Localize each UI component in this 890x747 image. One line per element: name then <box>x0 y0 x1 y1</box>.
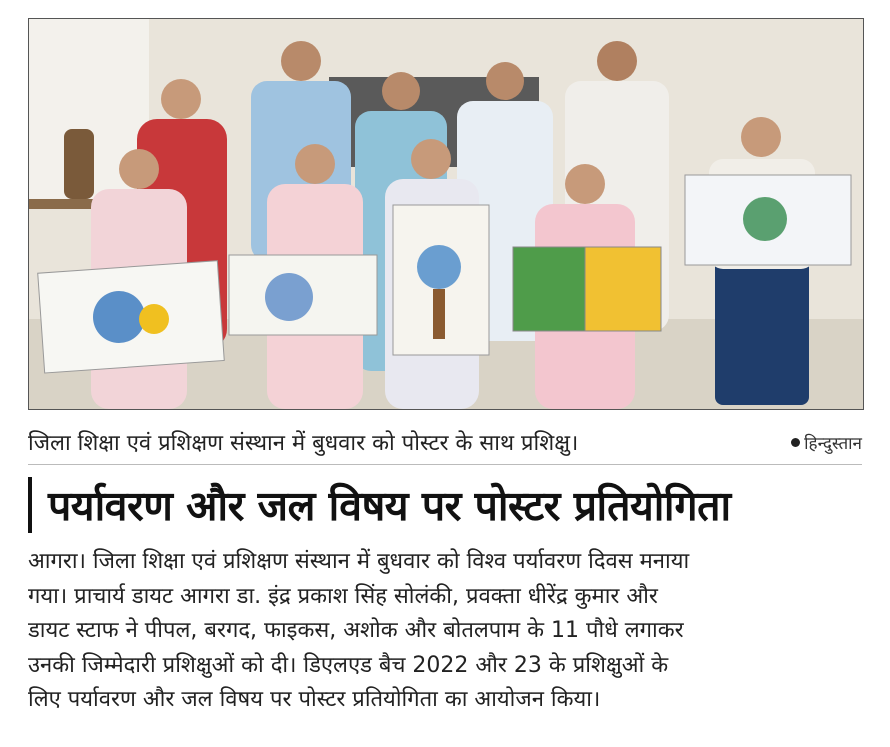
body-line: आगरा। जिला शिक्षा एवं प्रशिक्षण संस्थान में बुधवार को विश्व पर्यावरण दिवस मनाया <box>28 549 690 574</box>
group-photo-icon <box>29 19 863 409</box>
photo-credit <box>791 431 862 454</box>
news-photo <box>28 18 864 410</box>
caption-text: जिला शिक्षा एवं प्रशिक्षण संस्थान में बुधवार को पोस्टर के साथ प्रशिक्षु। <box>28 431 579 456</box>
article-body <box>28 545 862 718</box>
body-line: उनकी जिम्मेदारी प्रशिक्षुओं को दी। डिएलएड बैच 2022 और 23 के प्रशिक्षुओं के <box>28 652 669 678</box>
body-line: लिए पर्यावरण और जल विषय पर पोस्टर प्रतियोगिता का आयोजन किया। <box>28 687 601 712</box>
article-headline: पर्यावरण और जल विषय पर पोस्टर प्रतियोगिता <box>48 482 731 530</box>
headline-block <box>28 472 862 538</box>
headline-rule <box>28 477 32 533</box>
credit-label: हिन्दुस्तान <box>804 433 862 454</box>
body-line: गया। प्राचार्य डायट आगरा डा. इंद्र प्रकाश सिंह सोलंकी, प्रवक्ता धीरेंद्र कुमार और <box>28 583 658 609</box>
body-line: डायट स्टाफ ने पीपल, बरगद, फाइकस, अशोक और बोतलपाम के 11 पौधे लगाकर <box>28 618 684 643</box>
photo-caption <box>28 420 862 465</box>
bullet-icon <box>791 438 800 447</box>
